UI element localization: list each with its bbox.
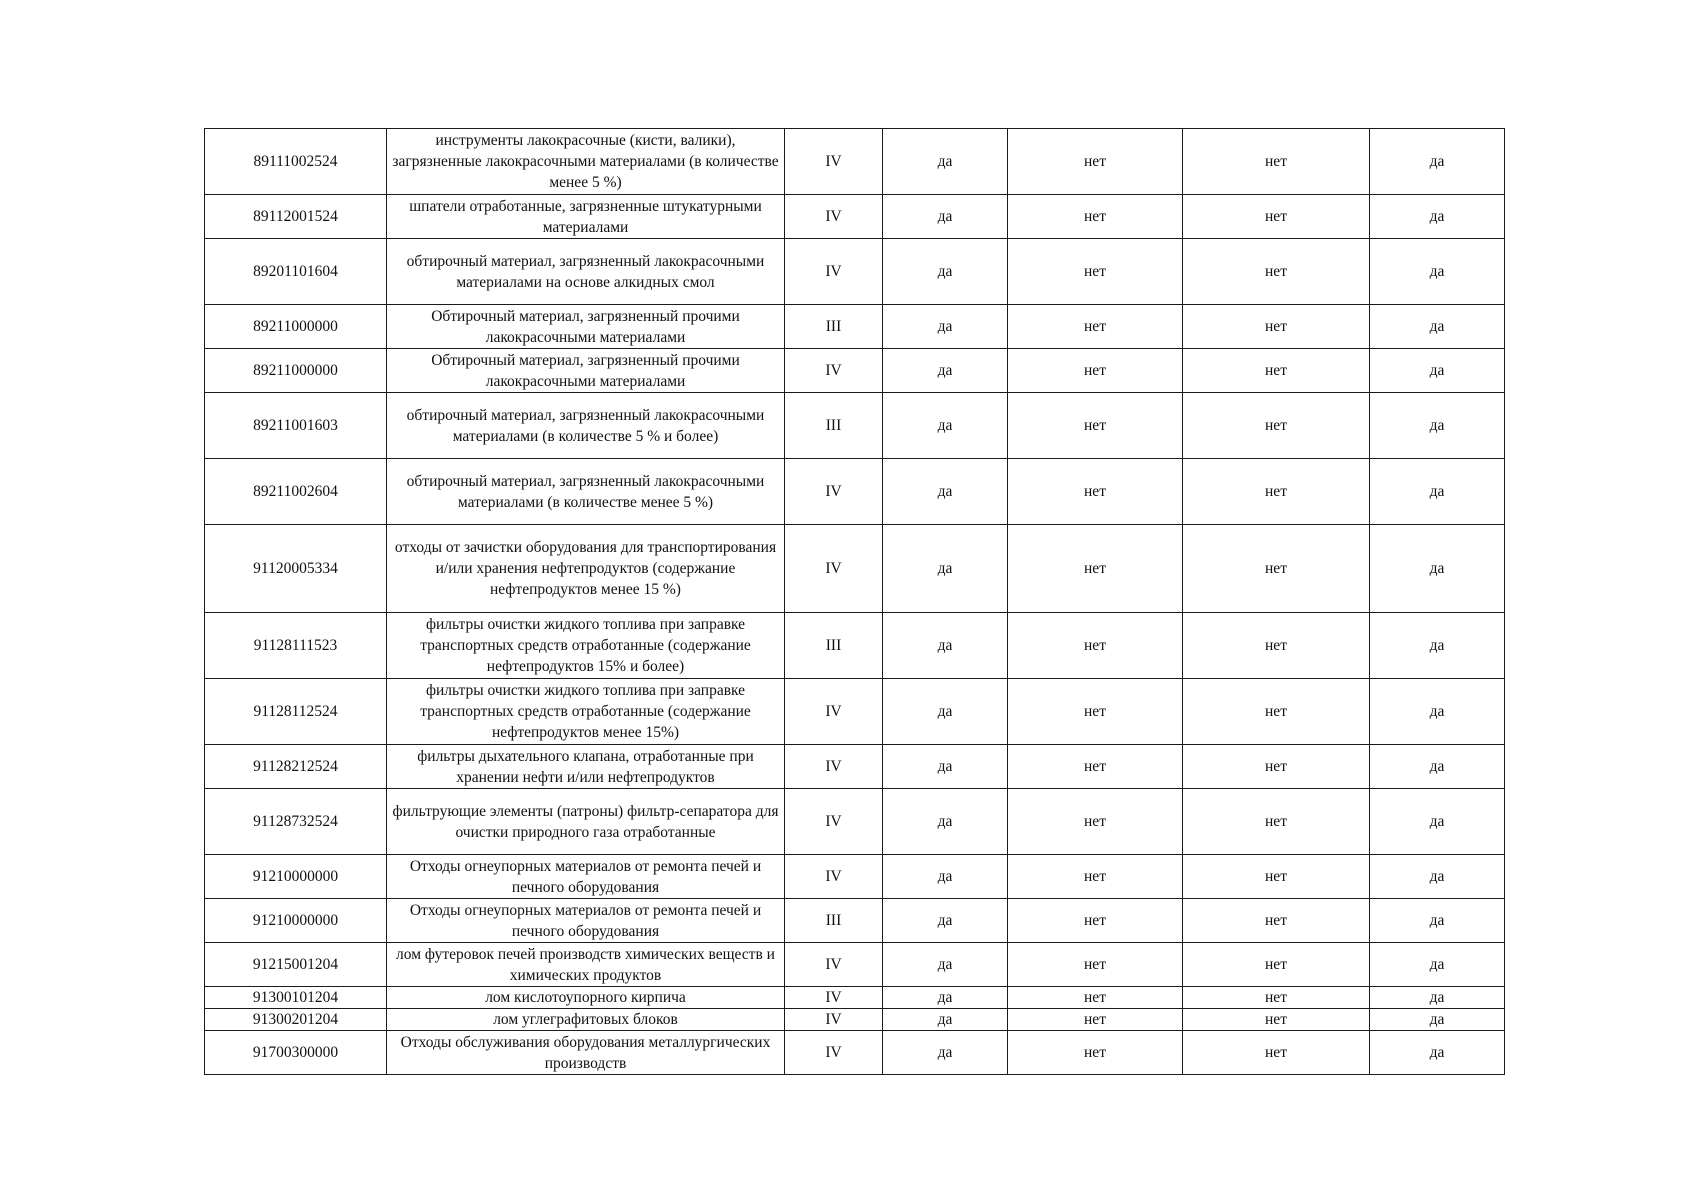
column-6-cell: нет <box>1183 1009 1370 1031</box>
waste-code-cell: 91120005334 <box>205 525 387 613</box>
waste-code-cell: 89112001524 <box>205 195 387 239</box>
waste-name-cell: Отходы огнеупорных материалов от ремонта печей и печного оборудования <box>387 899 785 943</box>
hazard-class-cell: IV <box>785 349 883 393</box>
column-5-cell: нет <box>1008 525 1183 613</box>
column-5-cell: нет <box>1008 459 1183 525</box>
column-4-cell: да <box>883 679 1008 745</box>
waste-name-cell: лом углеграфитовых блоков <box>387 1009 785 1031</box>
column-7-cell: да <box>1370 789 1505 855</box>
hazard-class-cell: III <box>785 613 883 679</box>
table-row <box>205 1031 1505 1075</box>
table-row <box>205 855 1505 899</box>
column-5-cell: нет <box>1008 613 1183 679</box>
waste-name-cell: Обтирочный материал, загрязненный прочими лакокрасочными материалами <box>387 305 785 349</box>
column-6-cell: нет <box>1183 239 1370 305</box>
column-4-cell: да <box>883 129 1008 195</box>
waste-code-cell: 91128112524 <box>205 679 387 745</box>
waste-code-cell: 91300201204 <box>205 1009 387 1031</box>
table-row <box>205 195 1505 239</box>
table-row <box>205 1009 1505 1031</box>
column-7-cell: да <box>1370 987 1505 1009</box>
column-7-cell: да <box>1370 239 1505 305</box>
column-4-cell: да <box>883 1009 1008 1031</box>
column-5-cell: нет <box>1008 1009 1183 1031</box>
column-7-cell: да <box>1370 393 1505 459</box>
hazard-class-cell: IV <box>785 745 883 789</box>
hazard-class-cell: III <box>785 393 883 459</box>
column-6-cell: нет <box>1183 745 1370 789</box>
table-row <box>205 679 1505 745</box>
waste-name-cell: лом кислотоупорного кирпича <box>387 987 785 1009</box>
column-7-cell: да <box>1370 525 1505 613</box>
waste-name-cell: Отходы огнеупорных материалов от ремонта печей и печного оборудования <box>387 855 785 899</box>
column-6-cell: нет <box>1183 987 1370 1009</box>
column-4-cell: да <box>883 525 1008 613</box>
table-row <box>205 789 1505 855</box>
column-6-cell: нет <box>1183 393 1370 459</box>
waste-name-cell: фильтры дыхательного клапана, отработанные при хранении нефти и/или нефтепродуктов <box>387 745 785 789</box>
column-5-cell: нет <box>1008 943 1183 987</box>
waste-code-cell: 91210000000 <box>205 899 387 943</box>
waste-code-cell: 89211001603 <box>205 393 387 459</box>
hazard-class-cell: IV <box>785 129 883 195</box>
table-row <box>205 459 1505 525</box>
table-row <box>205 525 1505 613</box>
waste-name-cell: обтирочный материал, загрязненный лакокрасочными материалами (в количестве 5 % и более) <box>387 393 785 459</box>
waste-name-cell: шпатели отработанные, загрязненные штукатурными материалами <box>387 195 785 239</box>
hazard-class-cell: IV <box>785 855 883 899</box>
hazard-class-cell: III <box>785 305 883 349</box>
hazard-class-cell: IV <box>785 679 883 745</box>
column-4-cell: да <box>883 195 1008 239</box>
column-7-cell: да <box>1370 855 1505 899</box>
hazard-class-cell: IV <box>785 1031 883 1075</box>
column-7-cell: да <box>1370 613 1505 679</box>
waste-name-cell: лом футеровок печей производств химических веществ и химических продуктов <box>387 943 785 987</box>
column-5-cell: нет <box>1008 679 1183 745</box>
waste-code-cell: 91128212524 <box>205 745 387 789</box>
hazard-class-cell: IV <box>785 1009 883 1031</box>
table-row <box>205 349 1505 393</box>
column-6-cell: нет <box>1183 1031 1370 1075</box>
column-5-cell: нет <box>1008 1031 1183 1075</box>
column-4-cell: да <box>883 393 1008 459</box>
column-7-cell: да <box>1370 129 1505 195</box>
column-7-cell: да <box>1370 195 1505 239</box>
table-body <box>205 129 1505 1075</box>
waste-code-cell: 91128111523 <box>205 613 387 679</box>
column-5-cell: нет <box>1008 239 1183 305</box>
waste-code-cell: 91128732524 <box>205 789 387 855</box>
column-5-cell: нет <box>1008 129 1183 195</box>
column-4-cell: да <box>883 459 1008 525</box>
waste-name-cell: обтирочный материал, загрязненный лакокрасочными материалами на основе алкидных смол <box>387 239 785 305</box>
table-row <box>205 239 1505 305</box>
waste-name-cell: Отходы обслуживания оборудования металлургических производств <box>387 1031 785 1075</box>
column-6-cell: нет <box>1183 305 1370 349</box>
column-4-cell: да <box>883 613 1008 679</box>
hazard-class-cell: IV <box>785 459 883 525</box>
column-7-cell: да <box>1370 459 1505 525</box>
column-6-cell: нет <box>1183 349 1370 393</box>
column-7-cell: да <box>1370 1009 1505 1031</box>
column-6-cell: нет <box>1183 129 1370 195</box>
column-5-cell: нет <box>1008 393 1183 459</box>
hazard-class-cell: IV <box>785 195 883 239</box>
column-4-cell: да <box>883 855 1008 899</box>
waste-code-cell: 91210000000 <box>205 855 387 899</box>
waste-code-cell: 91215001204 <box>205 943 387 987</box>
column-7-cell: да <box>1370 745 1505 789</box>
waste-name-cell: фильтры очистки жидкого топлива при заправке транспортных средств отработанные (содержание нефтепродуктов менее 15%) <box>387 679 785 745</box>
hazard-class-cell: IV <box>785 239 883 305</box>
column-5-cell: нет <box>1008 789 1183 855</box>
table-row <box>205 745 1505 789</box>
column-4-cell: да <box>883 899 1008 943</box>
waste-code-cell: 89211000000 <box>205 305 387 349</box>
column-5-cell: нет <box>1008 349 1183 393</box>
column-7-cell: да <box>1370 899 1505 943</box>
waste-name-cell: обтирочный материал, загрязненный лакокрасочными материалами (в количестве менее 5 %) <box>387 459 785 525</box>
waste-classification-table <box>204 128 1505 1075</box>
column-6-cell: нет <box>1183 679 1370 745</box>
column-4-cell: да <box>883 239 1008 305</box>
column-7-cell: да <box>1370 679 1505 745</box>
table-row <box>205 987 1505 1009</box>
column-5-cell: нет <box>1008 987 1183 1009</box>
waste-code-cell: 89211000000 <box>205 349 387 393</box>
column-7-cell: да <box>1370 305 1505 349</box>
waste-code-cell: 89111002524 <box>205 129 387 195</box>
hazard-class-cell: IV <box>785 525 883 613</box>
column-4-cell: да <box>883 943 1008 987</box>
column-6-cell: нет <box>1183 459 1370 525</box>
table-row <box>205 393 1505 459</box>
table-row <box>205 943 1505 987</box>
waste-name-cell: отходы от зачистки оборудования для транспортирования и/или хранения нефтепродуктов (содержание нефтепродуктов менее 15 %) <box>387 525 785 613</box>
hazard-class-cell: III <box>785 899 883 943</box>
waste-code-cell: 89201101604 <box>205 239 387 305</box>
column-6-cell: нет <box>1183 855 1370 899</box>
column-5-cell: нет <box>1008 899 1183 943</box>
column-6-cell: нет <box>1183 525 1370 613</box>
table-row <box>205 899 1505 943</box>
waste-code-cell: 91300101204 <box>205 987 387 1009</box>
column-4-cell: да <box>883 305 1008 349</box>
column-4-cell: да <box>883 789 1008 855</box>
column-4-cell: да <box>883 349 1008 393</box>
column-5-cell: нет <box>1008 745 1183 789</box>
hazard-class-cell: IV <box>785 943 883 987</box>
table-row <box>205 129 1505 195</box>
column-4-cell: да <box>883 987 1008 1009</box>
table-row <box>205 305 1505 349</box>
waste-code-cell: 91700300000 <box>205 1031 387 1075</box>
hazard-class-cell: IV <box>785 789 883 855</box>
column-6-cell: нет <box>1183 789 1370 855</box>
waste-code-cell: 89211002604 <box>205 459 387 525</box>
column-6-cell: нет <box>1183 195 1370 239</box>
column-6-cell: нет <box>1183 613 1370 679</box>
column-7-cell: да <box>1370 943 1505 987</box>
column-6-cell: нет <box>1183 943 1370 987</box>
column-5-cell: нет <box>1008 855 1183 899</box>
column-4-cell: да <box>883 745 1008 789</box>
waste-name-cell: фильтры очистки жидкого топлива при заправке транспортных средств отработанные (содержание нефтепродуктов 15% и более) <box>387 613 785 679</box>
column-7-cell: да <box>1370 1031 1505 1075</box>
table-row <box>205 613 1505 679</box>
waste-name-cell: Обтирочный материал, загрязненный прочими лакокрасочными материалами <box>387 349 785 393</box>
column-5-cell: нет <box>1008 305 1183 349</box>
waste-name-cell: фильтрующие элементы (патроны) фильтр-сепаратора для очистки природного газа отработанные <box>387 789 785 855</box>
waste-name-cell: инструменты лакокрасочные (кисти, валики), загрязненные лакокрасочными материалами (в количестве менее 5 %) <box>387 129 785 195</box>
column-4-cell: да <box>883 1031 1008 1075</box>
hazard-class-cell: IV <box>785 987 883 1009</box>
column-5-cell: нет <box>1008 195 1183 239</box>
column-6-cell: нет <box>1183 899 1370 943</box>
column-7-cell: да <box>1370 349 1505 393</box>
